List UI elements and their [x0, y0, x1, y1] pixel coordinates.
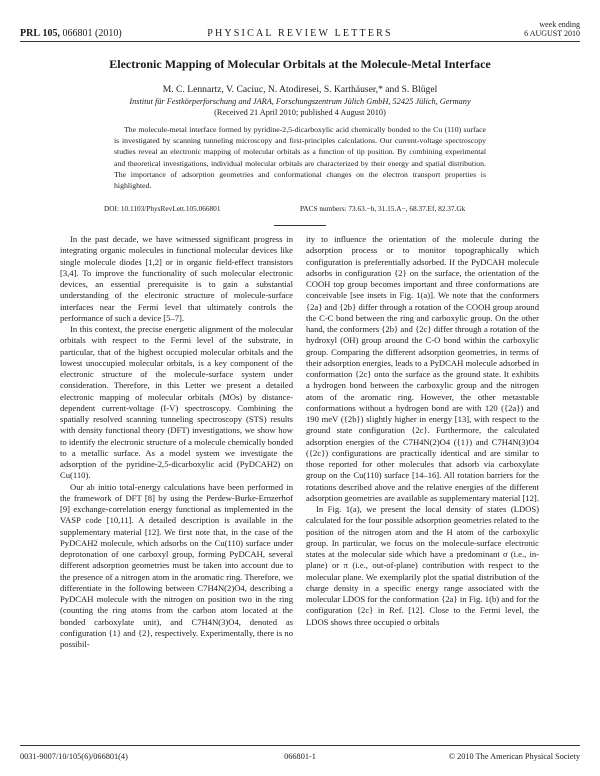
body-paragraph: Our ab initio total-energy calculations have been performed in the framework of DFT [8] by using the Perdew-Burke-Ernzerhof [9] exchange-correlation energy functional as implemented in the VASP code [10,11]. A detailed description is available in the supplementary material [12]. We first note that, in the case of the PyDCAH2 molecule, which adsorbs on the Cu(110) surface under deprotonation of one carboxyl group, forming PyDCAH, several different adsorption geometries must be taken into account due to the presence of a nitrogen atom in the aromatic ring. Therefore, we differentiate in the following between C7H4N(2)O4, describing a PyDCAH molecule with the nitrogen on position two in the ring (counting the ring atoms from the carbon atom located at the bonded carboxylate unit), and C7H4N(3)O4, denoted as configuration {1} and {2}, respectively. Experimentally, there is no possibil- [60, 481, 293, 649]
received-dates: (Received 21 April 2010; published 4 August 2010) [214, 108, 386, 117]
pacs-numbers: PACS numbers: 73.63.−b, 31.15.A−, 68.37.Ef, 82.37.Gk [300, 204, 466, 213]
abstract: The molecule-metal interface formed by pyridine-2,5-dicarboxylic acid chemically bonded to the Cu (110) surface is investigated by scanning tunneling microscopy and first-principles calculations. Our current-voltage spectroscopy studies reveal an electronic mapping of molecular orbitals as a function of tip position. By combining experimental and theoretical investigations, individual molecular orbitals are characterized by their energy and spatial distribution. The importance of adsorption geometries and conformational changes on the electron transport properties is highlighted. [114, 125, 486, 191]
issue-date [524, 20, 580, 38]
body-paragraph: In this context, the precise energetic alignment of the molecular orbitals with respect to the Fermi level of the substrate, in particular, that of the highest occupied molecular orbitals and the lowest unoccupied molecular orbitals, is a key component of the electronic structure of the molecule-surface system under consideration. Therefore, in this Letter we present a detailed electronic mapping of molecular orbitals (MOs) by distance-dependent current-voltage (I-V) spectroscopy. Combining the spatially resolved scanning tunneling spectroscopy (STS) results with density functional theory (DFT) investigations, we show how to identify the electronic structure of a molecule chemically bonded to a metallic surface. As a model system we investigate the adsorption of the pyridine-2,5-dicarboxylic acid (PyDCAH2) on Cu(110). [60, 324, 293, 481]
article-number: 066801 (2010) [62, 28, 122, 39]
body-paragraph: In the past decade, we have witnessed significant progress in integrating organic molecules in functional molecular devices like single molecule diodes [1,2] or in organic field-effect transistors [3,4]. To improve the functionality of such molecular electronic devices, an essential prerequisite is to gain a substantial understanding of the electronic structure of molecule-surface interfaces near the Fermi level that ultimately controls the performance of such a device [5–7]. [60, 234, 293, 323]
left-column [60, 234, 293, 650]
week-ending-label: week ending [539, 20, 580, 29]
body-paragraph: In Fig. 1(a), we present the local density of states (LDOS) calculated for the four possible adsorption geometries related to the position of the nitrogen atom and the H atom of the carboxylic group. In particular, we focus on the molecule-surface electronic states at the molecular side which have a predominant σ (i.e., in-plane) or π (i.e., out-of-plane) contribution with respect to the molecular plane. We exemplarily plot the spatial distribution of the charge density in a specific energy range associated with the molecular LDOS for the conformation {2a} in Fig. 1(b) and for the configuration {2c} in Ref. [12]. Close to the Fermi level, the LDOS shows three occupied σ orbitals [306, 504, 539, 627]
right-column [306, 234, 539, 628]
footer-rule [20, 745, 580, 746]
journal-name: PHYSICAL REVIEW LETTERS [207, 28, 393, 39]
copyright: © 2010 The American Physical Society [448, 752, 580, 761]
journal-volume: 105, [42, 28, 60, 39]
paper-title: Electronic Mapping of Molecular Orbitals at the Molecule-Metal Interface [109, 57, 491, 71]
body-paragraph: ity to influence the orientation of the molecule during the adsorption process or to monitor topographically which configuration is preferentially adsorbed. If the PyDCAH molecule adsorbs in configuration {2} on the surface, the orientation of the COOH top group becomes important and three conformations are conceivable [see insets in Fig. 1(a)]. We note that the conformers {2a} and {2b} differ through a rotation of the COOH group around the C-C bond between the ring and carboxylic group. On the other hand, the conformers {2b} and {2c} differ through a rotation of the hydroxyl (OH) group around the C-O bond within the carboxylic group. Comparing the different adsorption geometries, in terms of their adsorption energies, leads to a PyDCAH molecule adsorbed in conformation {2c} onto the surface as the ground state. It exhibits a hydrogen bond between the carboxylic group and the nitrogen atom of the aromatic ring. However, the other metastable conformations without a hydrogen bond are with 120 ({2a}) and 190 meV ({2b}) slightly higher in energy [13], with respect to the ground state configuration {2c}. Furthermore, the calculated adsorption energies of the C7H4N(2)O4 ({1}) and C7H4N(3)O4 ({2c}) configurations are practically identical and are similar to those reported for other molecules that adsorb via carboxylate group on the Cu(110) surface [14–16]. All rotation barriers for the rotations described above and the relative energies of the different adsorption geometries are available as supplementary material [12]. [306, 234, 539, 503]
footer-code: 0031-9007/10/105(6)/066801(4) [20, 752, 128, 761]
section-divider [274, 225, 326, 226]
author-list: M. C. Lennartz, V. Caciuc, N. Atodiresei, S. Karthäuser,* and S. Blügel [162, 84, 438, 95]
doi-link[interactable]: DOI: 10.1103/PhysRevLett.105.066801 [104, 204, 221, 213]
issue-date-value: 6 AUGUST 2010 [524, 29, 580, 38]
affiliation: Institut für Festkörperforschung and JARA, Forschungszentrum Jülich GmbH, 52425 Jülich, Germany [129, 97, 471, 106]
page-number: 066801-1 [284, 752, 316, 761]
journal-abbrev: PRL [20, 28, 40, 39]
header-rule [20, 41, 580, 42]
